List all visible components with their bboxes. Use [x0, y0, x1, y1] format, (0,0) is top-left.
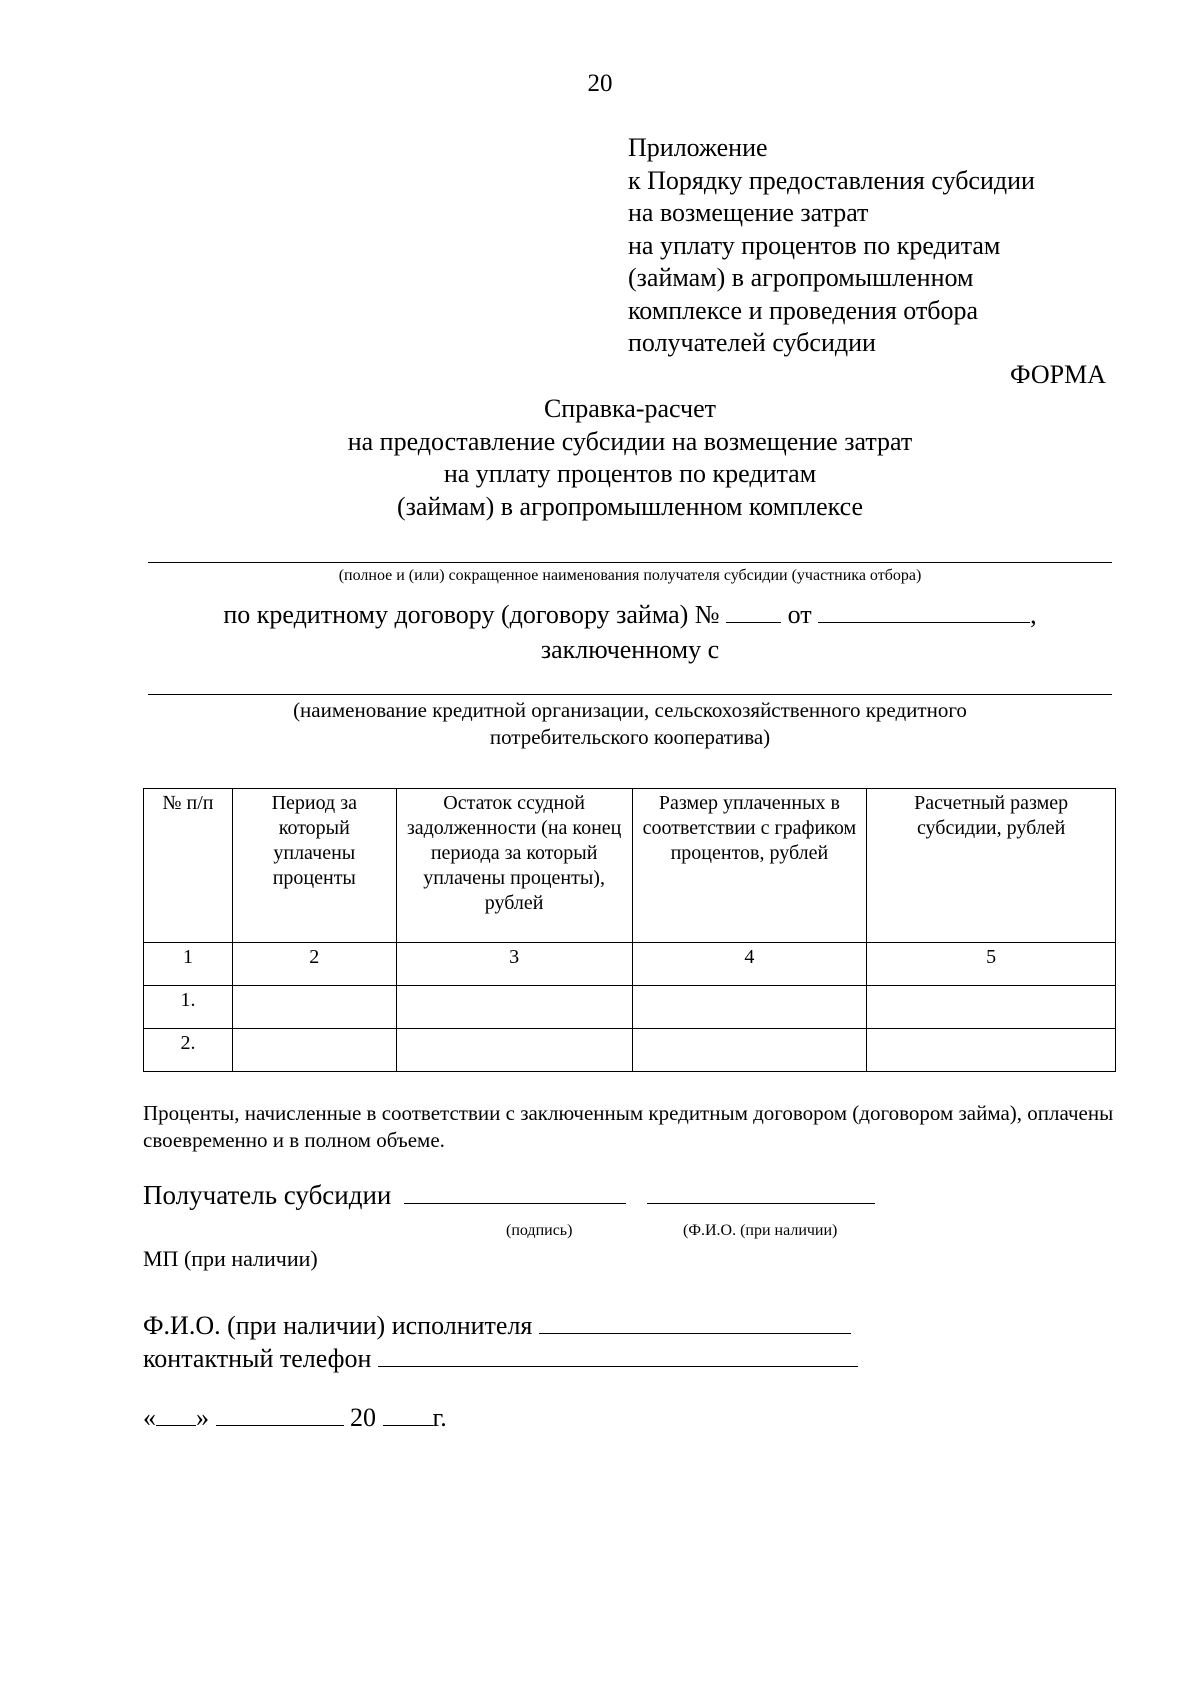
appendix-block: [628, 132, 1035, 360]
table-cell[interactable]: [232, 1029, 396, 1072]
column-number: 1: [144, 943, 233, 986]
table-cell[interactable]: [632, 1029, 867, 1072]
date-year-suffix: г.: [432, 1403, 447, 1432]
contract-line: [148, 598, 1112, 631]
table-numbering-row: [144, 943, 1116, 986]
document-title: [0, 393, 1200, 523]
seal-label: МП (при наличии): [143, 1246, 318, 1271]
recipient-name-line[interactable]: [148, 562, 1112, 563]
table-header: № п/п: [144, 789, 233, 943]
table-header: Расчетный размер субсидии, рублей: [867, 789, 1116, 943]
date-close-quote: »: [196, 1403, 209, 1432]
executor-name-label: Ф.И.О. (при наличии) исполнителя: [143, 1311, 533, 1340]
table-cell[interactable]: [396, 986, 632, 1029]
name-caption: (Ф.И.О. (при наличии): [683, 1222, 838, 1239]
table-header-row: [144, 789, 1116, 943]
executor-phone-row: [143, 1344, 858, 1374]
table-cell[interactable]: [867, 986, 1116, 1029]
date-year-blank[interactable]: [383, 1403, 433, 1426]
appendix-line: (займам) в агропромышленном: [628, 263, 974, 292]
row-number: 2.: [144, 1029, 233, 1072]
date-day-blank[interactable]: [156, 1403, 196, 1426]
date-open-quote: «: [143, 1403, 156, 1432]
table-row: [144, 986, 1116, 1029]
creditor-caption-line: (наименование кредитной организации, сельскохозяйственного кредитного: [293, 698, 967, 722]
date-year-prefix: 20: [350, 1403, 376, 1432]
title-line: на уплату процентов по кредитам: [443, 459, 817, 488]
row-number: 1.: [144, 986, 233, 1029]
subsidy-table: [143, 788, 1116, 1072]
recipient-caption: (полное и (или) сокращенное наименования получателя субсидии (участника отбора): [338, 567, 922, 584]
creditor-caption-line: потребительского кооператива): [489, 725, 771, 749]
column-number: 2: [232, 943, 396, 986]
appendix-line: получателей субсидии: [628, 328, 876, 357]
date-row: [143, 1403, 447, 1433]
executor-phone-blank[interactable]: [378, 1344, 858, 1367]
table-cell[interactable]: [232, 986, 396, 1029]
signature-caption: (подпись): [506, 1222, 573, 1239]
title-line: Справка-расчет: [543, 394, 717, 423]
title-line: на предоставление субсидии на возмещение затрат: [347, 426, 913, 456]
table-header: Размер уплаченных в соответствии с графиком процентов, рублей: [632, 789, 867, 943]
contract-date-blank[interactable]: [818, 600, 1030, 623]
contract-number-blank[interactable]: [726, 600, 781, 623]
form-label: ФОРМА: [1010, 360, 1106, 389]
table-cell[interactable]: [632, 986, 867, 1029]
contract-prefix: по кредитному договору (договору займа) №: [223, 600, 720, 629]
payment-note: Проценты, начисленные в соответствии с заключенным кредитным договором (договором займа), оплачены своевременно и в полном объеме.: [143, 1101, 1114, 1152]
table-row: [144, 1029, 1116, 1072]
signature-blank[interactable]: [404, 1181, 626, 1204]
signature-row: [143, 1180, 875, 1211]
title-line: (займам) в агропромышленном комплексе: [396, 491, 864, 521]
column-number: 5: [867, 943, 1116, 986]
column-number: 3: [396, 943, 632, 986]
appendix-line: комплексе и проведения отбора: [628, 295, 979, 325]
appendix-line: на возмещение затрат: [628, 198, 869, 227]
signature-label: Получатель субсидии: [143, 1180, 392, 1210]
creditor-name-line[interactable]: [148, 694, 1112, 695]
table-cell[interactable]: [867, 1029, 1116, 1072]
executor-phone-label: контактный телефон: [143, 1344, 372, 1373]
executor-name-row: [143, 1311, 851, 1341]
table-header: Период за который уплачены проценты: [232, 789, 396, 943]
appendix-line: к Порядку предоставления субсидии: [628, 165, 1035, 195]
contract-concluded: заключенному с: [540, 635, 720, 664]
column-number: 4: [632, 943, 867, 986]
appendix-line: Приложение: [628, 133, 768, 162]
table-header: Остаток ссудной задолженности (на конец периода за который уплачены проценты), рублей: [396, 789, 632, 943]
executor-name-blank[interactable]: [539, 1311, 851, 1334]
recipient-name-blank[interactable]: [647, 1181, 875, 1204]
creditor-caption: [148, 697, 1112, 751]
date-month-blank[interactable]: [216, 1403, 344, 1426]
table-cell[interactable]: [396, 1029, 632, 1072]
contract-comma: ,: [1030, 600, 1037, 629]
page-number: 20: [587, 70, 613, 97]
contract-from: от: [787, 600, 812, 629]
appendix-line: на уплату процентов по кредитам: [628, 230, 1001, 260]
